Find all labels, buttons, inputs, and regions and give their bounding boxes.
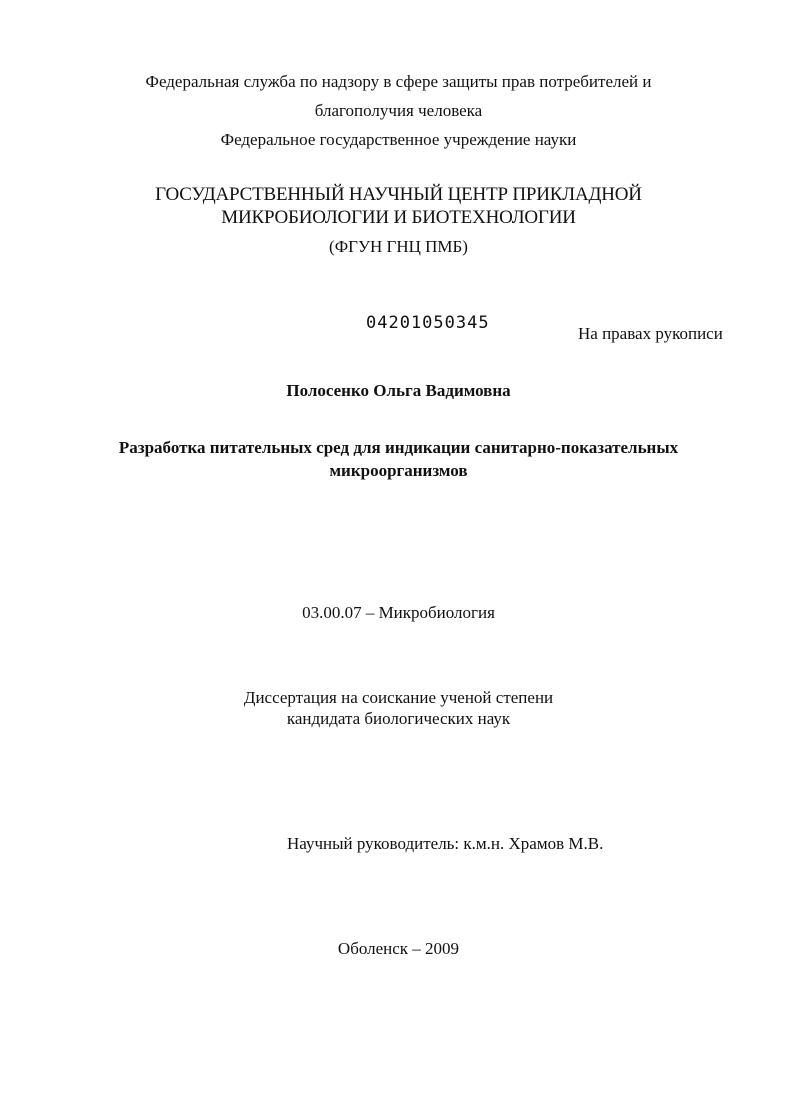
specialty-code: 03.00.07 – Микробиология <box>302 603 495 622</box>
agency-line-2: благополучия человека <box>314 101 483 120</box>
dissertation-title-line-1: Разработка питательных сред для индикации санитарно-показательных <box>118 438 679 457</box>
degree-line-1: Диссертация на соискание ученой степени <box>243 688 554 707</box>
center-name-line-1: ГОСУДАРСТВЕННЫЙ НАУЧНЫЙ ЦЕНТР ПРИКЛАДНОЙ <box>155 184 642 205</box>
manuscript-note: На правах рукописи <box>578 324 723 343</box>
author-name: Полосенко Ольга Вадимовна <box>286 381 511 400</box>
degree-line-2: кандидата биологических наук <box>286 709 511 728</box>
center-abbreviation: (ФГУН ГНЦ ПМБ) <box>329 237 468 256</box>
supervisor: Научный руководитель: к.м.н. Храмов М.В. <box>287 834 604 853</box>
agency-line-1: Федеральная служба по надзору в сфере защиты прав потребителей и <box>145 72 652 91</box>
dissertation-title-line-2: микроорганизмов <box>329 461 468 480</box>
place-and-year: Оболенск – 2009 <box>337 939 460 958</box>
center-name-line-2: МИКРОБИОЛОГИИ И БИОТЕХНОЛОГИИ <box>221 207 576 228</box>
catalog-number: 04201050345 <box>366 313 490 333</box>
institution-line: Федеральное государственное учреждение науки <box>220 130 577 149</box>
